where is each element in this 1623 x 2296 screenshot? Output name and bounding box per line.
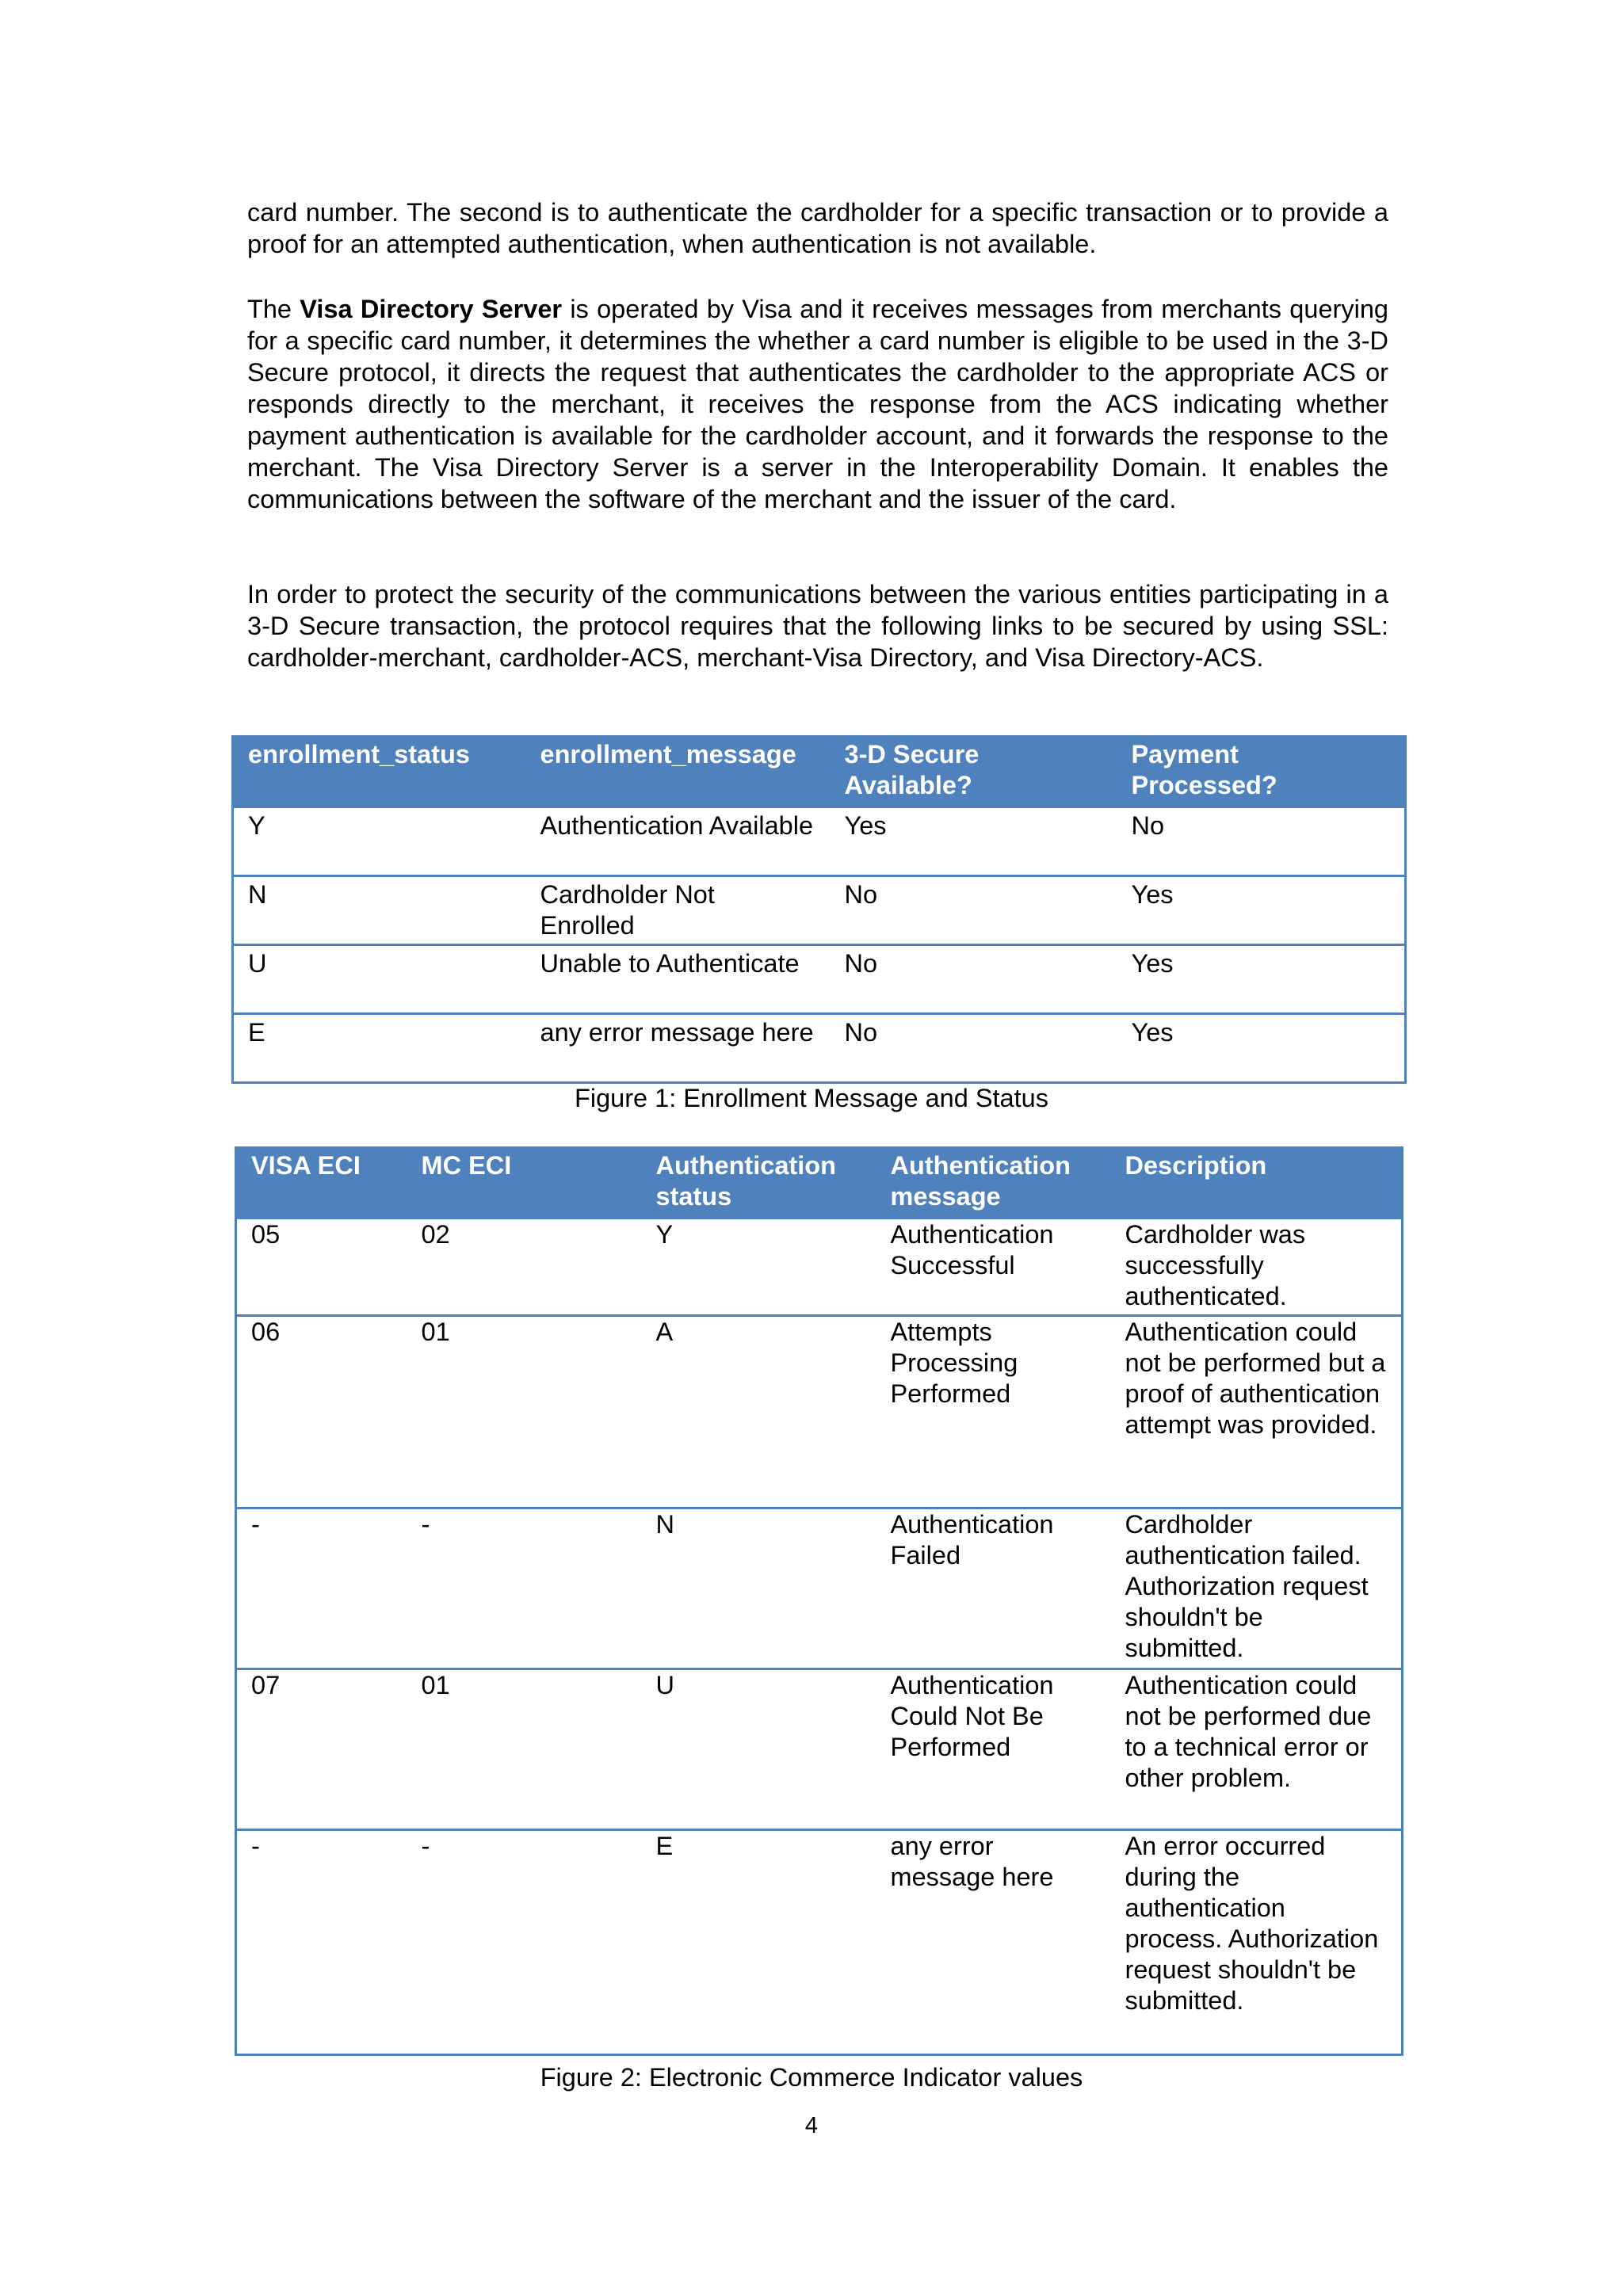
cell-3d-secure-available: No bbox=[831, 1014, 1117, 1083]
header-payment-processed: Payment Processed? bbox=[1117, 737, 1406, 807]
cell-description: Cardholder authentication failed. Authorization request shouldn't be submitted. bbox=[1111, 1508, 1403, 1669]
header-visa-eci: VISA ECI bbox=[236, 1148, 407, 1219]
cell-authentication-message: Attempts Processing Performed bbox=[876, 1316, 1111, 1508]
table-row bbox=[233, 1014, 1406, 1083]
header-enrollment-message: enrollment_message bbox=[526, 737, 831, 807]
cell-visa-eci: 06 bbox=[236, 1316, 407, 1508]
cell-authentication-status: Y bbox=[642, 1219, 876, 1316]
cell-enrollment-message: Unable to Authenticate bbox=[526, 945, 831, 1014]
cell-authentication-status: E bbox=[642, 1830, 876, 2055]
cell-enrollment-status: U bbox=[233, 945, 526, 1014]
cell-visa-eci: - bbox=[236, 1830, 407, 2055]
table-header-row bbox=[236, 1148, 1403, 1219]
enrollment-status-table bbox=[231, 735, 1407, 1084]
cell-authentication-status: A bbox=[642, 1316, 876, 1508]
cell-description: Authentication could not be performed but a proof of authentication attempt was provided. bbox=[1111, 1316, 1403, 1508]
cell-authentication-status: U bbox=[642, 1669, 876, 1830]
table-row bbox=[233, 807, 1406, 876]
table-row bbox=[236, 1316, 1403, 1508]
paragraph-ssl-security: In order to protect the security of the communications between the various entities participating in a 3-D Secure transaction, the protocol requires that the following links to be secured by using SSL: cardholder-merchant, cardholder-ACS, merchant-Visa Directory, and Visa Directory-ACS. bbox=[247, 580, 1388, 672]
table-row bbox=[233, 945, 1406, 1014]
paragraph-lead: The bbox=[247, 295, 300, 323]
cell-mc-eci: 01 bbox=[407, 1316, 642, 1508]
cell-3d-secure-available: Yes bbox=[831, 807, 1117, 876]
cell-authentication-message: Authentication Successful bbox=[876, 1219, 1111, 1316]
cell-visa-eci: 05 bbox=[236, 1219, 407, 1316]
cell-description: Authentication could not be performed due to a technical error or other problem. bbox=[1111, 1669, 1403, 1830]
cell-enrollment-message: Cardholder Not Enrolled bbox=[526, 876, 831, 945]
cell-payment-processed: Yes bbox=[1117, 876, 1406, 945]
table-header-row bbox=[233, 737, 1406, 807]
cell-description: Cardholder was successfully authenticated. bbox=[1111, 1219, 1403, 1316]
header-authentication-message: Authentication message bbox=[876, 1148, 1111, 1219]
header-authentication-status: Authentication status bbox=[642, 1148, 876, 1219]
cell-3d-secure-available: No bbox=[831, 876, 1117, 945]
page-number: 4 bbox=[804, 2113, 819, 2138]
table-row bbox=[233, 876, 1406, 945]
cell-authentication-message: any error message here bbox=[876, 1830, 1111, 2055]
cell-mc-eci: - bbox=[407, 1830, 642, 2055]
cell-enrollment-status: E bbox=[233, 1014, 526, 1083]
figure-1-caption: Figure 1: Enrollment Message and Status bbox=[575, 1084, 1048, 1112]
paragraph-visa-directory-server bbox=[247, 293, 1388, 515]
cell-authentication-message: Authentication Could Not Be Performed bbox=[876, 1669, 1111, 1830]
cell-description: An error occurred during the authentication process. Authorization request shouldn't be submitted. bbox=[1111, 1830, 1403, 2055]
term-visa-directory-server: Visa Directory Server bbox=[300, 295, 563, 323]
cell-3d-secure-available: No bbox=[831, 945, 1117, 1014]
table-row bbox=[236, 1830, 1403, 2055]
cell-enrollment-message: any error message here bbox=[526, 1014, 831, 1083]
header-mc-eci: MC ECI bbox=[407, 1148, 642, 1219]
cell-enrollment-message: Authentication Available bbox=[526, 807, 831, 876]
cell-authentication-status: N bbox=[642, 1508, 876, 1669]
header-3d-secure-available: 3-D Secure Available? bbox=[831, 737, 1117, 807]
eci-values-table bbox=[235, 1146, 1403, 2056]
cell-mc-eci: 02 bbox=[407, 1219, 642, 1316]
table-row bbox=[236, 1508, 1403, 1669]
cell-payment-processed: No bbox=[1117, 807, 1406, 876]
cell-enrollment-status: Y bbox=[233, 807, 526, 876]
cell-payment-processed: Yes bbox=[1117, 1014, 1406, 1083]
cell-visa-eci: 07 bbox=[236, 1669, 407, 1830]
table-row bbox=[236, 1669, 1403, 1830]
cell-enrollment-status: N bbox=[233, 876, 526, 945]
paragraph-body: is operated by Visa and it receives messages from merchants querying for a specific card number, it determines the whether a card number is eligible to be used in the 3-D Secure protocol, it directs the request that authenticates the cardholder to the appropriate ACS or responds directly to the merchant, it receives the response from the ACS indicating whether payment authentication is available for the cardholder account, and it forwards the response to the merchant. The Visa Directory Server is a server in the Interoperability Domain. It enables the communications between the software of the merchant and the issuer of the card. bbox=[247, 295, 1388, 513]
header-enrollment-status: enrollment_status bbox=[233, 737, 526, 807]
cell-authentication-message: Authentication Failed bbox=[876, 1508, 1111, 1669]
header-description: Description bbox=[1111, 1148, 1403, 1219]
paragraph-acs-continued: card number. The second is to authenticate the cardholder for a specific transaction or to provide a proof for an attempted authentication, when authentication is not available. bbox=[247, 198, 1388, 258]
cell-payment-processed: Yes bbox=[1117, 945, 1406, 1014]
cell-mc-eci: 01 bbox=[407, 1669, 642, 1830]
table-row bbox=[236, 1219, 1403, 1316]
cell-visa-eci: - bbox=[236, 1508, 407, 1669]
cell-mc-eci: - bbox=[407, 1508, 642, 1669]
figure-2-caption: Figure 2: Electronic Commerce Indicator values bbox=[540, 2063, 1083, 2092]
